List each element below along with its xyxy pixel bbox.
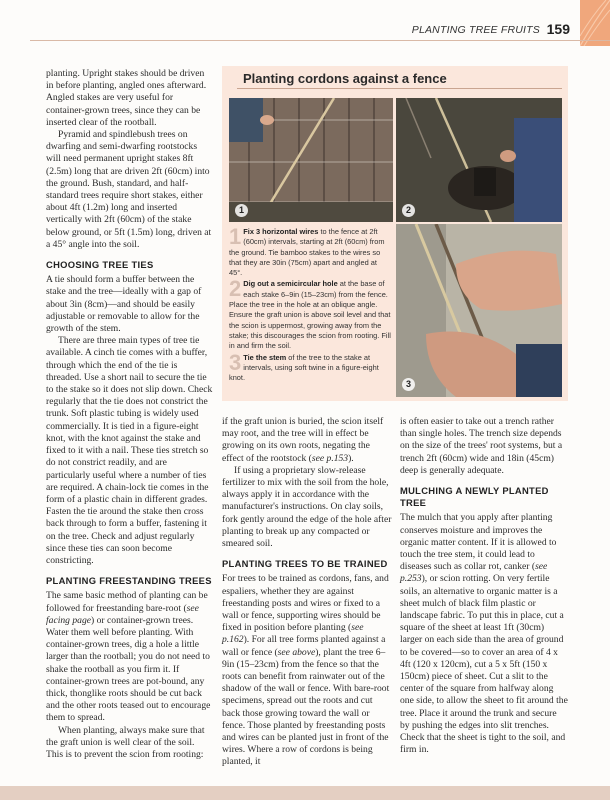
section-heading-trained: PLANTING TREES TO BE TRAINED [222, 558, 388, 570]
photo-number-badge: 1 [235, 204, 248, 217]
cross-reference: see p.153 [311, 452, 349, 464]
paragraph: The mulch that you apply after planting conserves moisture and improves the organic matter content. If it is allowed to touch the tree stem, it could lead to diseases such as collar rot, canker (see p.253), or scion rotting. On very fertile soils, an alternative to organic matter is a sheet mulch of black film plastic or landscape fabric. To put this in place, cut a square of the sheet at least 1ft (30cm) larger on each side than the area of ground to be covered—so to cover an area of 4 x 4ft (120 x 120cm), cut a 5 x 5ft (150 x 150cm) piece of sheet. Cut a slit to the center of the square from halfway along one side, to allow the sheet to fit around the tree. Place it around the trunk and secure by pushing the edges into slit trenches. Check that the sheet is tight to the soil, and firm in. [400, 512, 568, 756]
header-rule [30, 40, 610, 41]
paragraph: For trees to be trained as cordons, fans, and espaliers, whether they are against freestanding posts and wires or fixed to a wall or fence, supporting wires should be fixed in position before planting (see p.162). For all tree forms planted against a wall or fence (see above), plant the tree 6–9in (15–23cm) from the fence so that the roots can benefit from rainwater out of the shadow of the wall or fence. With bare-root specimens, spread out the roots and cut back those growing toward the wall or fence. Those planted by freestanding posts and wires can be planted just in front of the wires. Where a row of cordons is being planted, it [222, 573, 390, 768]
paragraph: planting. Upright stakes should be driven in before planting, angled ones afterward. Angled stakes are very useful for container-grown trees, since they can be inserted clear of the rootball. [46, 68, 207, 128]
step-number: 3 [229, 349, 242, 375]
instruction-step: 2 Dig out a semicircular hole at the base of each stake 6–9in (15–23cm) from the fence. Place the tree in the hole at an oblique angle. Ensure the graft union is above soil level and that the scion is uppermost, growing away from the stake; this discourages the scion from rooting. Fill in and firm the soil. [229, 276, 391, 351]
photo-number-badge: 2 [402, 204, 415, 217]
photo-number-badge: 3 [402, 378, 415, 391]
paragraph: is often easier to take out a trench rather than single holes. The trench size depends on the size of the trees' root systems, but a trench 2ft (60cm) wide and 18in (45cm) deep is generally adequate. [400, 416, 563, 476]
cross-reference: see above [277, 646, 316, 658]
paragraph: A tie should form a buffer between the stake and the tree—ideally with a gap of about 3in (8cm)—and should be easily adjustable or removable to allow for the growth of the stem. [46, 274, 202, 335]
step-number: 1 [229, 224, 242, 249]
photo-digging-hole [396, 98, 562, 222]
instruction-step: 3 Tie the stem of the tree to the stake at intervals, using soft twine in a figure-eight knot. [229, 349, 379, 383]
photo-fixing-wires [229, 98, 393, 222]
text-column-3 [400, 416, 568, 756]
paragraph: There are three main types of tree tie available. A cinch tie comes with a buffer, through which the end of the tie is threaded. Use a short nail to secure the tie to the stake so it does not slip down. Check regularly that the tie does not constrict the trunk. Soft plastic tubing is widely used commercially. It is tied in a figure-eight knot, with the knot against the stake and fixed to it with a nail. These ties stretch so do not constrict readily, and are particularly useful where a number of ties are required. A chain-lock tie comes in the form of a plastic chain in different grades. Fasten the tie around the stake then cross back through to form a buffer, fastening it on the tree. Check and adjust regularly since these ties can soon become constricting. [46, 335, 213, 566]
instruction-step: 1 Fix 3 horizontal wires to the fence at 2ft (60cm) intervals, starting at 2ft (60cm) from the ground. Tie bamboo stakes to the wires so that they are 30in (75cm) apart and angled at 45°. [229, 224, 385, 278]
text-column-2 [222, 416, 392, 769]
feature-box-rule [237, 88, 562, 89]
paragraph: if the graft union is buried, the scion itself may root, and the tree will in effect be growing on its own roots, negating the effect of the rootstock (see p.153). [222, 416, 384, 464]
instruction-steps [229, 224, 392, 384]
cross-reference: see p.253 [400, 561, 548, 585]
text-column-1 [46, 68, 213, 761]
paragraph: The same basic method of planting can be followed for freestanding bare-root (see facing page) or container-grown trees. Water them well before planting. With container-grown trees, dig a hole a little larger than the rootball; you do not need to shake the rootball as you firm it. If container-grown trees are pot-bound, any thick, thonglike roots should be cut back and the other roots teased out to encourage them to spread. [46, 590, 211, 724]
page-footer-band [0, 786, 610, 800]
page-number: 159 [546, 21, 570, 37]
section-heading-freestanding: PLANTING FREESTANDING TREES [46, 575, 212, 587]
step-number: 2 [229, 276, 242, 302]
cross-reference: see p.162 [222, 622, 364, 646]
photo-tying-stem [396, 224, 562, 397]
running-header-title: PLANTING TREE FRUITS [411, 24, 540, 36]
feature-box-title: Planting cordons against a fence [243, 71, 447, 86]
paragraph: If using a proprietary slow-release fertilizer to mix with the soil from the hole, always apply it in accordance with the manufacturer's instructions. On clay soils, fork gently around the edge of the hole after planting to break up any compacted or smeared soil. [222, 464, 392, 550]
paragraph: When planting, always make sure that the graft union is well clear of the soil. This is to prevent the scion from rooting: [46, 724, 205, 760]
section-heading-mulching: MULCHING A NEWLY PLANTED TREE [400, 485, 549, 509]
cross-reference: see facing page [46, 602, 199, 626]
paragraph: Pyramid and spindlebush trees on dwarfing and semi-dwarfing rootstocks will need permanent upright stakes 8ft (2.5m) long that are driven 2ft (60cm) into the ground. Bush, standard, and half-standard trees require short stakes, either about 4ft (1.2m) long and inserted vertically with 2ft (60cm) of the stake below ground, or 5ft (1.5m) long, driven at a 45° angle into the soil. [46, 129, 212, 250]
section-heading-tree-ties: CHOOSING TREE TIES [46, 259, 154, 271]
